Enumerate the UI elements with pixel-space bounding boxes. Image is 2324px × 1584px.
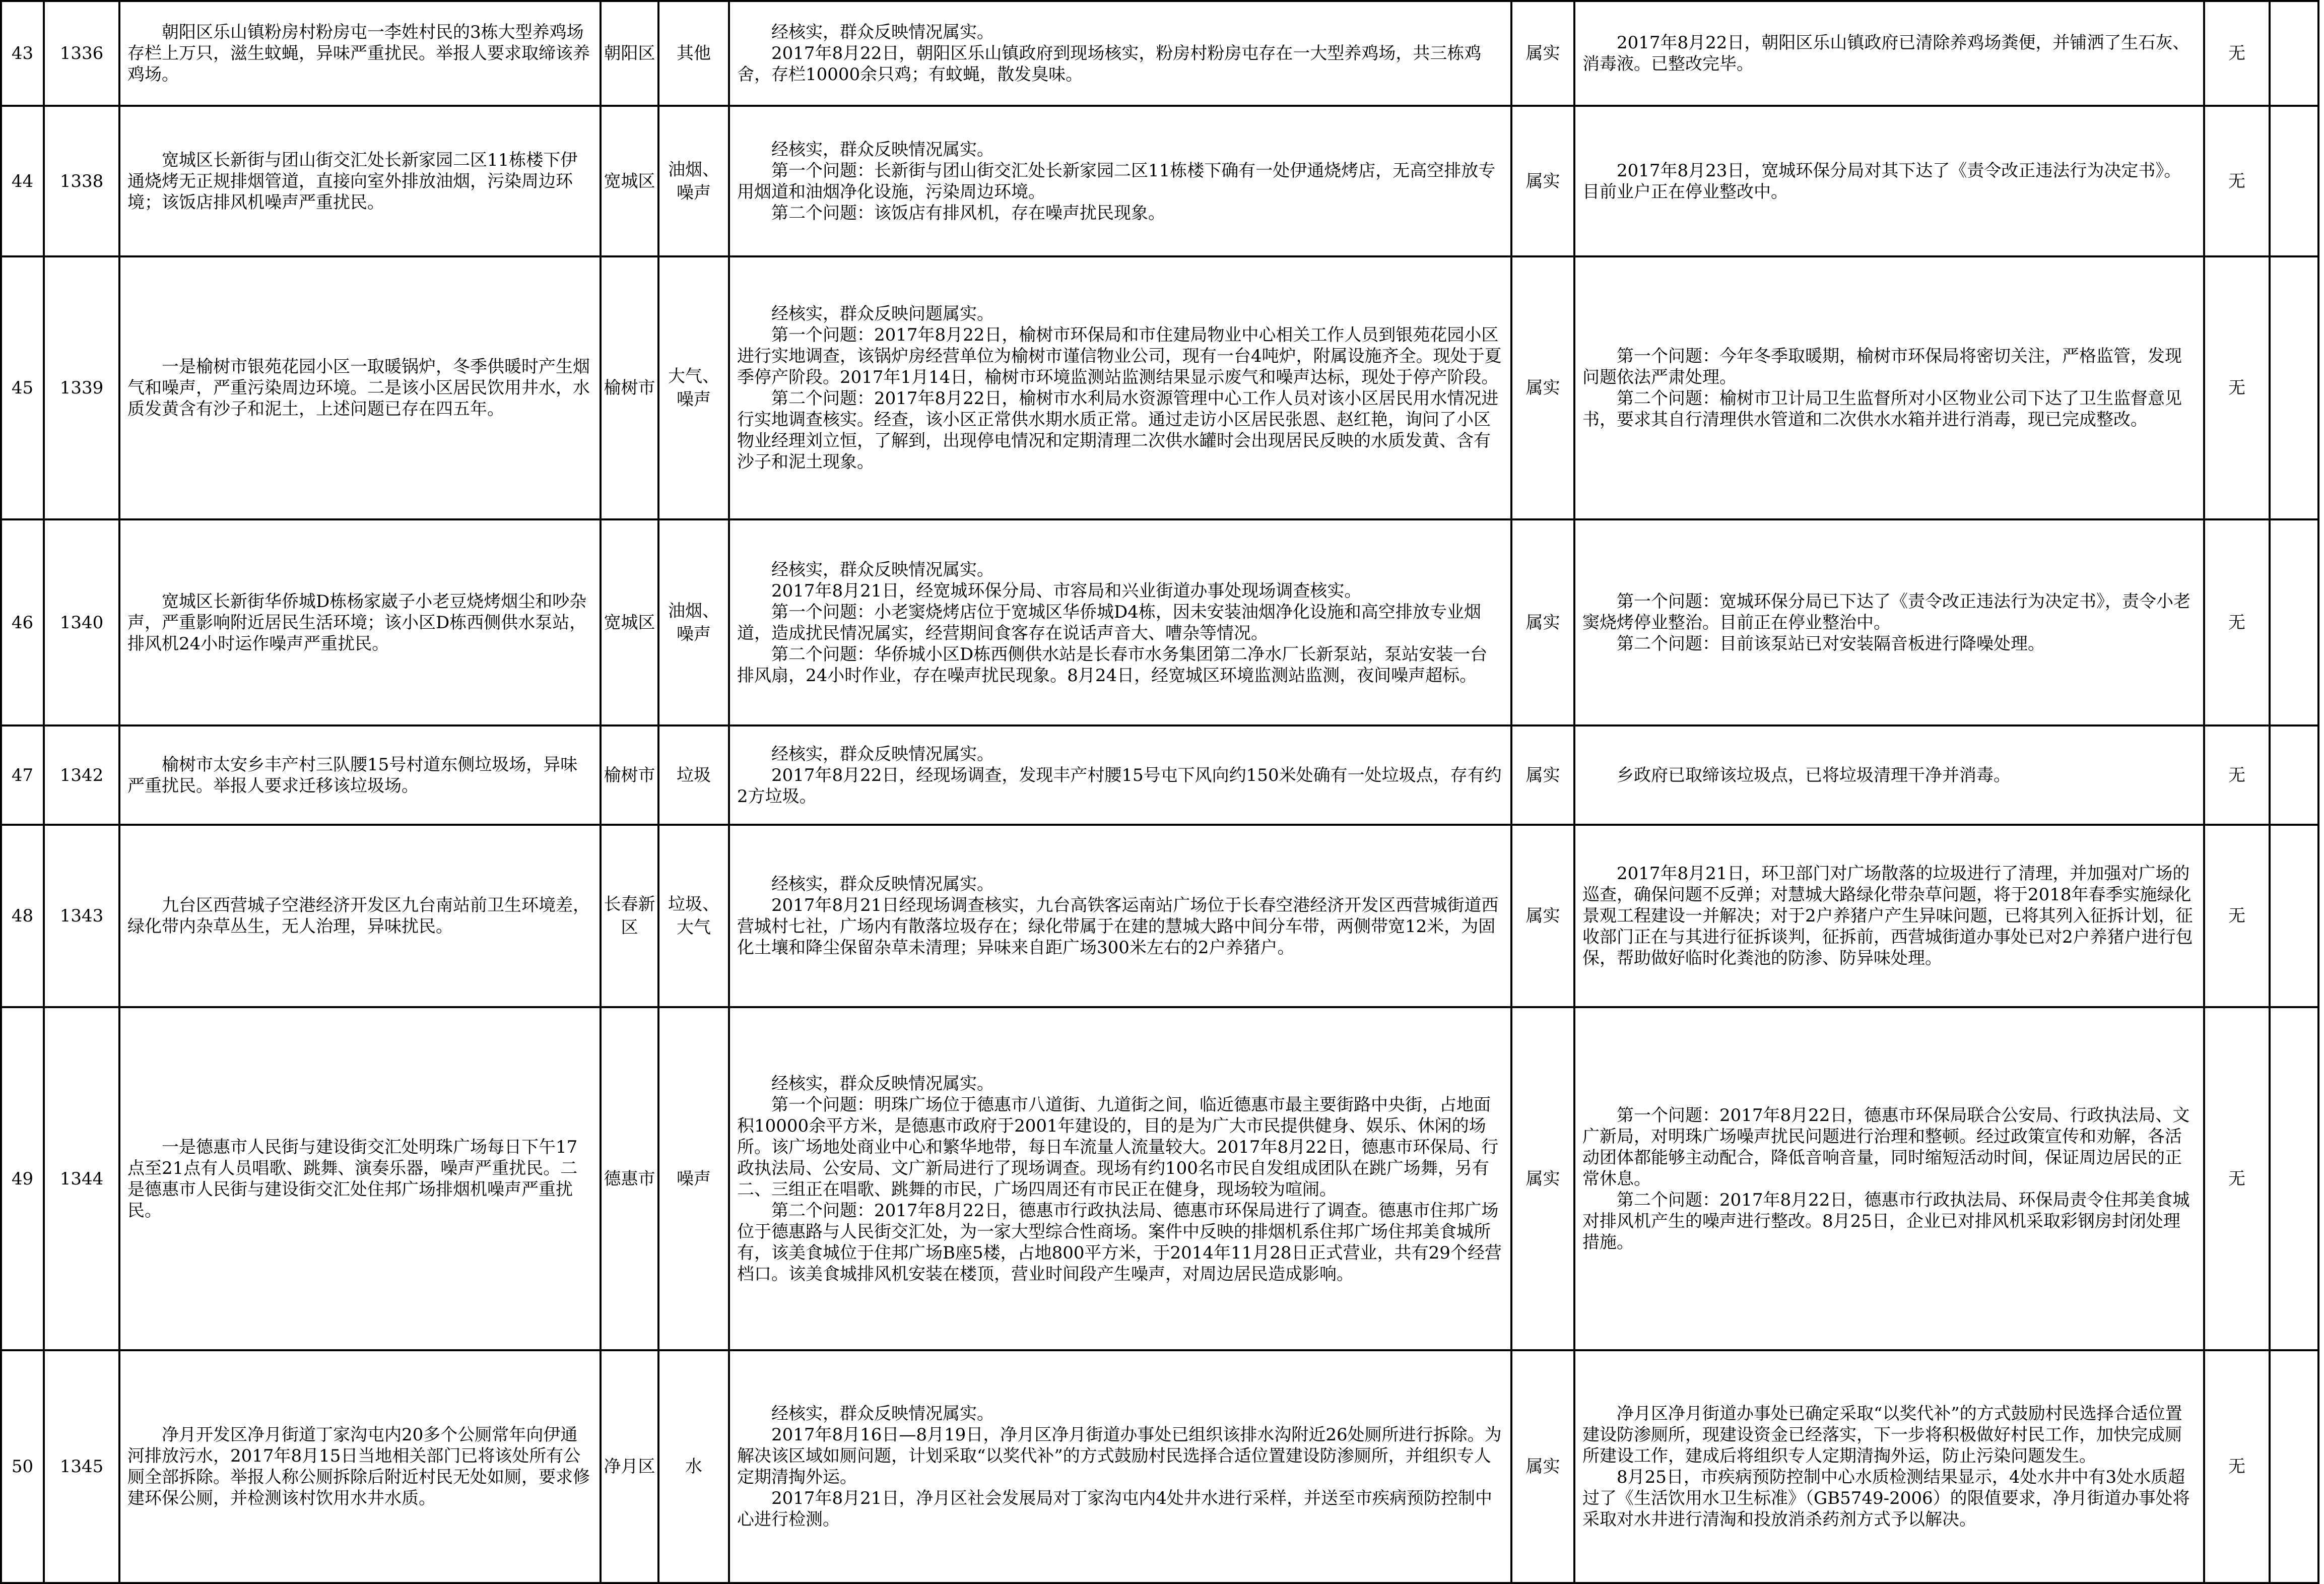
paragraph: 8月25日，市疾病预防控制中心水质检测结果显示，4处水井中有3处水质超过了《生活饮用水卫生标准》（GB5749-2006）的限值要求，净月街道办事处将采取对水井进行清淘和投放消杀药剂方式予以解决。: [1582, 1467, 2190, 1530]
findings-cell: [729, 1350, 1511, 1583]
table-row: [1, 106, 2318, 256]
findings-cell: [729, 106, 1511, 256]
remark-cell: [2270, 519, 2318, 725]
district-cell: 宽城区: [601, 519, 658, 725]
paragraph: 2017年8月21日，经宽城环保分局、市容局和兴业街道办事处现场调查核实。: [771, 580, 1362, 601]
remark-cell: [2270, 106, 2318, 256]
paragraph: 第二个问题：榆树市卫计局卫生监督所对小区物业公司下达了卫生监督意见书，要求其自行清理供水管道和二次供水水箱并进行消毒，现已完成整改。: [1582, 388, 2182, 430]
paragraph: 2017年8月23日，宽城环保分局对其下达了《责令改正违法行为决定书》。目前业户正在停业整改中。: [1582, 160, 2181, 202]
complaint-cell: [119, 1, 601, 106]
paragraph: 经核实，群众反映情况属实。: [771, 1404, 994, 1424]
complaint-cell: [119, 725, 601, 825]
complaint-cell: [119, 1007, 601, 1350]
accountability-cell: 无: [2204, 1007, 2270, 1350]
paragraph: 第一个问题：2017年8月22日，榆树市环保局和市住建局物业中心相关工作人员到银苑花园小区进行实地调查，该锅炉房经营单位为榆树市谨信物业公司，现有一台4吨炉，附属设施齐全。现处于夏季停产阶段。2017年1月14日，榆树市环境监测站监测结果显示废气和噪声达标，现处于停产阶段。: [737, 325, 1502, 387]
complaint-cell: [119, 256, 601, 519]
id-cell: 1342: [44, 725, 119, 825]
remark-cell: [2270, 256, 2318, 519]
paragraph: 第一个问题：宽城环保分局已下达了《责令改正违法行为决定书》，责令小老窦烧烤停业整治。目前正在停业整治中。: [1582, 591, 2190, 633]
accountability-cell: 无: [2204, 256, 2270, 519]
district-cell: 宽城区: [601, 106, 658, 256]
verdict-cell: 属实: [1511, 825, 1574, 1007]
paragraph: 经核实，群众反映情况属实。: [771, 744, 994, 764]
table-row: [1, 725, 2318, 825]
seq-cell: 46: [1, 519, 44, 725]
findings-cell: [729, 256, 1511, 519]
id-cell: 1338: [44, 106, 119, 256]
paragraph: 经核实，群众反映情况属实。: [771, 1073, 994, 1094]
paragraph: 朝阳区乐山镇粉房村粉房屯一李姓村民的3栋大型养鸡场存栏上万只，滋生蚊蝇，异味严重扰民。举报人要求取缔该养鸡场。: [127, 22, 590, 85]
district-cell: 德惠市: [601, 1007, 658, 1350]
seq-cell: 47: [1, 725, 44, 825]
seq-cell: 43: [1, 1, 44, 106]
action-cell: [1574, 1, 2204, 106]
accountability-cell: 无: [2204, 1, 2270, 106]
district-cell: 净月区: [601, 1350, 658, 1583]
remark-cell: [2270, 725, 2318, 825]
table-row: [1, 1007, 2318, 1350]
remark-cell: [2270, 1, 2318, 106]
findings-cell: [729, 825, 1511, 1007]
paragraph: 九台区西营城子空港经济开发区九台南站前卫生环境差，绿化带内杂草丛生，无人治理，异味扰民。: [127, 895, 590, 937]
paragraph: 经核实，群众反映问题属实。: [771, 304, 994, 324]
district-cell: 榆树市: [601, 725, 658, 825]
findings-cell: [729, 1, 1511, 106]
table-row: [1, 256, 2318, 519]
paragraph: 第一个问题：明珠广场位于德惠市八道街、九道街之间，临近德惠市最主要街路中央街，占地面积10000余平方米，是德惠市政府于2001年建设的，目的是为广大市民提供健身、娱乐、休闲的场所。该广场地处商业中心和繁华地带，每日车流量人流量较大。2017年8月22日，德惠市环保局、行政执法局、公安局、文广新局进行了现场调查。现场有约100名市民自发组成团队在跳广场舞，另有二、三组正在唱歌、跳舞的市民，广场四周还有市民正在健身，现场较为喧闹。: [737, 1094, 1499, 1200]
paragraph: 2017年8月22日，朝阳区乐山镇政府已清除养鸡场粪便，并铺洒了生石灰、消毒液。已整改完毕。: [1582, 33, 2190, 74]
findings-cell: [729, 725, 1511, 825]
remark-cell: [2270, 825, 2318, 1007]
id-cell: 1340: [44, 519, 119, 725]
paragraph: 2017年8月22日，朝阳区乐山镇政府到现场核实，粉房村粉房屯存在一大型养鸡场，共三栋鸡舍，存栏10000余只鸡；有蚊蝇，散发臭味。: [737, 43, 1482, 85]
seq-cell: 48: [1, 825, 44, 1007]
category-cell: 其他: [658, 1, 729, 106]
verdict-cell: 属实: [1511, 519, 1574, 725]
action-cell: [1574, 1007, 2204, 1350]
id-cell: 1336: [44, 1, 119, 106]
paragraph: 第一个问题：小老窦烧烤店位于宽城区华侨城D4栋，因未安装油烟净化设施和高空排放专业烟道，造成扰民情况属实，经营期间食客存在说话声音大、嘈杂等情况。: [737, 602, 1481, 643]
paragraph: 净月开发区净月街道丁家沟屯内20多个公厕常年向伊通河排放污水，2017年8月15日当地相关部门已将该处所有公厕全部拆除。举报人称公厕拆除后附近村民无处如厕，要求修建环保公厕，并检测该村饮用水井水质。: [127, 1425, 590, 1508]
paragraph: 第二个问题：目前该泵站已对安装隔音板进行降噪处理。: [1617, 633, 2045, 654]
category-cell: 油烟、噪声: [658, 519, 729, 725]
district-cell: 朝阳区: [601, 1, 658, 106]
paragraph: 第二个问题：华侨城小区D栋西侧供水站是长春市水务集团第二净水厂长新泵站，泵站安装一台排风扇，24小时作业，存在噪声扰民现象。8月24日，经宽城区环境监测站监测，夜间噪声超标。: [737, 644, 1488, 686]
id-cell: 1345: [44, 1350, 119, 1583]
seq-cell: 50: [1, 1350, 44, 1583]
paragraph: 宽城区长新街华侨城D栋杨家崴子小老豆烧烤烟尘和吵杂声，严重影响附近居民生活环境；该小区D栋西侧供水泵站，排风机24小时运作噪声严重扰民。: [127, 591, 587, 654]
seq-cell: 44: [1, 106, 44, 256]
verdict-cell: 属实: [1511, 106, 1574, 256]
accountability-cell: 无: [2204, 1350, 2270, 1583]
table-row: [1, 825, 2318, 1007]
findings-cell: [729, 519, 1511, 725]
category-cell: 垃圾、大气: [658, 825, 729, 1007]
paragraph: 净月区净月街道办事处已确定采取“以奖代补”的方式鼓励村民选择合适位置建设防渗厕所，现建设资金已经落实，下一步将积极做好村民工作，加快完成厕所建设工作，建成后将组织专人定期清掏外运，防止污染问题发生。: [1582, 1404, 2182, 1466]
action-cell: [1574, 1350, 2204, 1583]
verdict-cell: 属实: [1511, 1007, 1574, 1350]
remark-cell: [2270, 1350, 2318, 1583]
action-cell: [1574, 106, 2204, 256]
table-row: [1, 519, 2318, 725]
table-row: [1, 1, 2318, 106]
paragraph: 第二个问题：2017年8月22日，榆树市水利局水资源管理中心工作人员对该小区居民用水情况进行实地调查核实。经查，该小区正常供水期水质正常。通过走访小区居民张恩、赵红艳，询问了小区物业经理刘立恒，了解到，出现停电情况和定期清理二次供水罐时会出现居民反映的水质发黄、含有沙子和泥土现象。: [737, 388, 1499, 472]
findings-cell: [729, 1007, 1511, 1350]
category-cell: 油烟、噪声: [658, 106, 729, 256]
accountability-cell: 无: [2204, 519, 2270, 725]
verdict-cell: 属实: [1511, 725, 1574, 825]
category-cell: 水: [658, 1350, 729, 1583]
category-cell: 垃圾: [658, 725, 729, 825]
category-cell: 噪声: [658, 1007, 729, 1350]
paragraph: 经核实，群众反映情况属实。: [771, 874, 994, 894]
paragraph: 第二个问题：该饭店有排风机，存在噪声扰民现象。: [771, 203, 1165, 223]
id-cell: 1344: [44, 1007, 119, 1350]
id-cell: 1339: [44, 256, 119, 519]
accountability-cell: 无: [2204, 106, 2270, 256]
action-cell: [1574, 725, 2204, 825]
paragraph: 第二个问题：2017年8月22日，德惠市行政执法局、环保局责令住邦美食城对排风机产生的噪声进行整改。8月25日，企业已对排风机采取彩钢房封闭处理措施。: [1582, 1190, 2190, 1252]
paragraph: 第一个问题：今年冬季取暖期，榆树市环保局将密切关注，严格监管，发现问题依法严肃处理。: [1582, 346, 2182, 387]
category-cell: 大气、噪声: [658, 256, 729, 519]
action-cell: [1574, 256, 2204, 519]
id-cell: 1343: [44, 825, 119, 1007]
complaint-cell: [119, 106, 601, 256]
complaint-cell: [119, 519, 601, 725]
table-row: [1, 1350, 2318, 1583]
paragraph: 第一个问题：2017年8月22日，德惠市环保局联合公安局、行政执法局、文广新局，对明珠广场噪声扰民问题进行治理和整顿。经过政策宣传和劝解，各活动团体都能够主动配合，降低音响音量，同时缩短活动时间，保证周边居民的正常休息。: [1582, 1105, 2190, 1189]
paragraph: 2017年8月21日经现场调查核实，九台高铁客运南站广场位于长春空港经济开发区西营城街道西营城村七社，广场内有散落垃圾存在；绿化带属于在建的慧城大路中间分车带，两侧带宽12米，为固化土壤和降尘保留杂草未清理；异味来自距广场300米左右的2户养猪户。: [737, 895, 1499, 958]
paragraph: 乡政府已取缔该垃圾点，已将垃圾清理干净并消毒。: [1617, 765, 2011, 785]
paragraph: 经核实，群众反映情况属实。: [771, 22, 994, 42]
remark-cell: [2270, 1007, 2318, 1350]
verdict-cell: 属实: [1511, 1350, 1574, 1583]
action-cell: [1574, 519, 2204, 725]
seq-cell: 45: [1, 256, 44, 519]
seq-cell: 49: [1, 1007, 44, 1350]
verdict-cell: 属实: [1511, 256, 1574, 519]
paragraph: 第二个问题：2017年8月22日，德惠市行政执法局、德惠市环保局进行了调查。德惠市住邦广场位于德惠路与人民街交汇处，为一家大型综合性商场。案件中反映的排烟机系住邦广场住邦美食城所有，该美食城位于住邦广场B座5楼，占地800平方米，于2014年11月28日正式营业，共有29个经营档口。该美食城排风机安装在楼顶，营业时间段产生噪声，对周边居民造成影响。: [737, 1200, 1502, 1284]
accountability-cell: 无: [2204, 725, 2270, 825]
paragraph: 经核实，群众反映情况属实。: [771, 559, 994, 580]
verdict-cell: 属实: [1511, 1, 1574, 106]
accountability-cell: 无: [2204, 825, 2270, 1007]
action-cell: [1574, 825, 2204, 1007]
district-cell: 榆树市: [601, 256, 658, 519]
paragraph: 2017年8月22日，经现场调查，发现丰产村腰15号屯下风向约150米处确有一处垃圾点，存有约2方垃圾。: [737, 765, 1502, 807]
complaint-cell: [119, 1350, 601, 1583]
complaint-cell: [119, 825, 601, 1007]
paragraph: 第一个问题：长新街与团山街交汇处长新家园二区11栋楼下确有一处伊通烧烤店，无高空排放专用烟道和油烟净化设施，污染周边环境。: [737, 160, 1496, 202]
paragraph: 2017年8月21日，净月区社会发展局对丁家沟屯内4处井水进行采样，并送至市疾病预防控制中心进行检测。: [737, 1488, 1493, 1530]
paragraph: 一是榆树市银苑花园小区一取暖锅炉，冬季供暖时产生烟气和噪声，严重污染周边环境。二是该小区居民饮用井水，水质发黄含有沙子和泥土，上述问题已存在四五年。: [127, 357, 590, 419]
paragraph: 2017年8月21日，环卫部门对广场散落的垃圾进行了清理，并加强对广场的巡查，确保问题不反弹；对慧城大路绿化带杂草问题，将于2018年春季实施绿化景观工程建设一并解决；对于2户养猪户产生异味问题，已将其列入征拆计划，征收部门正在与其进行征拆谈判，征拆前，西营城街道办事处已对2户养猪户进行包保，帮助做好临时化粪池的防渗、防异味处理。: [1582, 864, 2193, 968]
paragraph: 一是德惠市人民街与建设街交汇处明珠广场每日下午17点至21点有人员唱歌、跳舞、演奏乐器，噪声严重扰民。二是德惠市人民街与建设街交汇处住邦广场排烟机噪声严重扰民。: [127, 1137, 578, 1221]
district-cell: 长春新区: [601, 825, 658, 1007]
paragraph: 2017年8月16日—8月19日，净月区净月街道办事处已组织该排水沟附近26处厕所进行拆除。为解决该区域如厕问题，计划采取“以奖代补”的方式鼓励村民选择合适位置建设防渗厕所，并组织专人定期清掏外运。: [737, 1425, 1502, 1487]
paragraph: 宽城区长新街与团山街交汇处长新家园二区11栋楼下伊通烧烤无正规排烟管道，直接向室外排放油烟，污染周边环境；该饭店排风机噪声严重扰民。: [127, 150, 578, 213]
paragraph: 榆树市太安乡丰产村三队腰15号村道东侧垃圾场，异味严重扰民。举报人要求迁移该垃圾场。: [127, 754, 578, 796]
paragraph: 经核实，群众反映情况属实。: [771, 139, 994, 160]
